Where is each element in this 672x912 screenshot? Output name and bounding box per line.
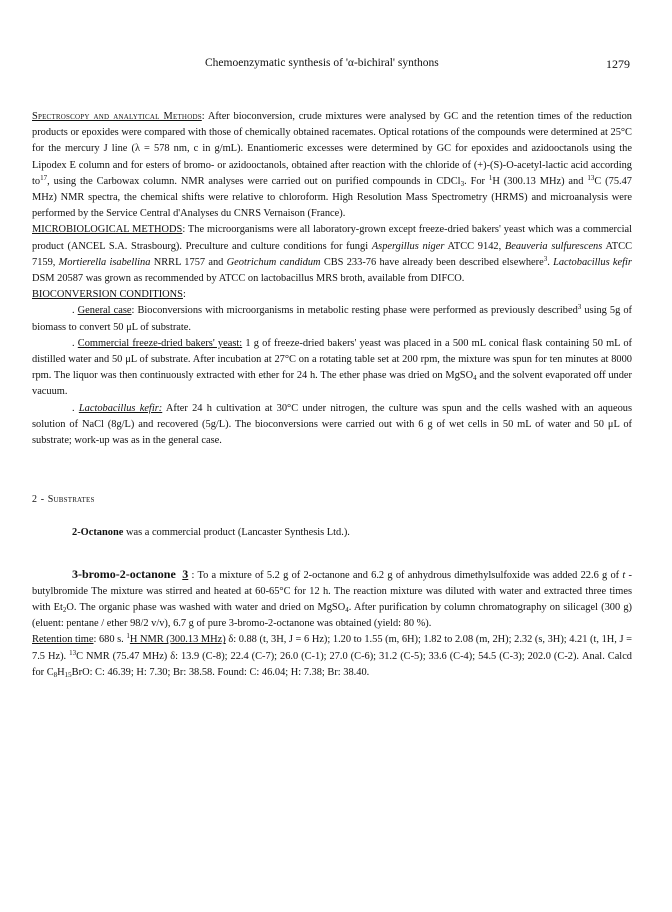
running-header — [0, 57, 672, 73]
general-case-label: General case — [77, 305, 132, 317]
characterization-paragraph: Retention time: 680 s. $^1$H NMR (300.13 MHz) δ: 0.88 (t, 3H, J = 6 Hz); 1.20 to 1.55 (m, 6H); 1.82 to 2.08 (m, 2H); 2.32 (s, 3H); 4.21 (t, 1H, J = 7.5 Hz). $^{13}$C NMR (75.47 MHz) δ: 13.9 (C-8); 22.4 (C-7); 26.0 (C-1); 27.0 (C-6); 31.2 (C-5); 33.6 (C-4); 54.5 (C-3); 202.0 (C-2). Anal. Calcd for $C_8H_{15}BrO$: C: 46.39; H: 7.30; Br: 38.58. Found: C: 46.04; H: 7.38; Br: 38.40. — [32, 632, 632, 679]
organism-name: Geotrichum candidum — [226, 256, 321, 268]
organism-name: Lactobacillus kefir — [553, 256, 632, 268]
microbiological-paragraph: MICROBIOLOGICAL METHODS: The microorganisms were all laboratory-grown except freeze-dried bakers' yeast which was a commercial product (ANCEL S.A. Strasbourg). Preculture and culture conditions for fungi Aspergillus niger ATCC 9142, Beauveria sulfurescens ATCC 7159, Mortierella isabellina NRRL 1757 and Geotrichum candidum CBS 233-76 have already been described elsewhere$^3$. Lactobacillus kefir DSM 20587 was grown as recommended by ATCC on lactobacillus MRS broth, available from DIFCO. — [32, 224, 633, 285]
compound-name: 2-Octanone — [72, 527, 124, 539]
reference-17: 17 — [40, 173, 48, 182]
reference-3: 3 — [543, 254, 548, 263]
octanone-paragraph: 2-Octanone was a commercial product (Lancaster Synthesis Ltd.). — [72, 527, 350, 539]
article-body — [32, 109, 632, 681]
bioconversion-heading: BIOCONVERSION CONDITIONS — [32, 289, 183, 301]
page-number: 1279 — [606, 57, 630, 71]
organism-name: Mortierella isabellina — [58, 256, 151, 268]
bromo-octanone-paragraph: 3-bromo-2-octanone 3 : To a mixture of 5.2 g of 2-octanone and 6.2 g of anhydrous dimethylsulfoxide was added 22.6 g of t -butylbromide The mixture was stirred and heated at 60-65°C for 12 h. The reaction mixture was diluted with water and extracted three times with $Et_2O$. The organic phase was washed with water and dried on MgSO$_4$. After purification by column chromatography on silicagel (300 g) (eluent: pentane / ether 98/2 v/v), 6.7 g of pure 3-bromo-2-octanone was obtained (yield: 80 %). — [32, 566, 632, 630]
spectroscopy-paragraph: Spectroscopy and analytical Methods: After bioconversion, crude mixtures were analysed by GC and the retention times of the reduction products or epoxides were compared with those of chemically obtained racemates. Optical rotations of the compounds were determined at 25°C for the mercury J line (λ = 578 nm, c in g/mL). Enantiomeric excesses were determined by GC for epoxides and azidooctanols using the Lipodex E column and for esters of bromo- or azidooctanols, obtained after reaction with the chloride of (+)-(S)-O-acetyl-lactic acid according $to^{17}$, using the Carbowax column. NMR analyses were carried out on purified compounds in CDCl$_3$. For $^1$H (300.13 MHz) and $^{13}$C (75.47 MHz) NMR spectra, the chemical shifts were relative to chloroform. High Resolution Mass Spectrometry (HRMS) and microanalysis were performed by the Service Central d'Analyses du CNRS Vernaison (France). — [32, 111, 633, 220]
spectroscopy-heading: Spectroscopy and analytical Methods — [32, 111, 202, 122]
section-title: Substrates — [47, 494, 95, 506]
bakers-yeast-paragraph: . Commercial freeze-dried bakers' yeast: 1 g of freeze-dried bakers' yeast was placed in a 500 mL conical flask containing 50 mL of distilled water and 50 μL of substrate. After incubation at 27°C on a rotating table set at 200 rpm, the mixture was spun for ten minutes at 8000 rpm. The liquor was then continuously extracted with ether for 24 h. The ether phase was dried on MgSO$_4$ and the solvent evaporated off under vacuum. — [32, 337, 632, 398]
microbiological-heading: MICROBIOLOGICAL METHODS — [32, 224, 183, 236]
hnmr-label: H NMR (300.13 MHz) — [129, 634, 226, 646]
lactobacillus-paragraph: . Lactobacillus kefir: After 24 h cultivation at 30°C under nitrogen, the culture was spun and the cells washed with an aqueous solution of NaCl (8g/L) and recovered (5g/L). The bioconversions were carried out with 6 g of wet cells in 50 mL of water and 50 μL of substrate; work-up was as in the general case. — [32, 402, 633, 447]
general-case-paragraph: . General case: Bioconversions with microorganisms in metabolic resting phase were performed as previously described$^3$ using 5g of biomass to convert 50 μL of substrate. — [32, 303, 633, 333]
compound-name: 3-bromo-2-octanone — [72, 566, 176, 581]
organism-name: Beauveria sulfurescens — [504, 240, 603, 252]
retention-time-label: Retention time — [32, 634, 94, 646]
section-heading: 2 - Substrates — [32, 494, 95, 506]
running-title: Chemoenzymatic synthesis of 'α-bichiral' synthons — [205, 57, 439, 69]
organism-name: Aspergillus niger — [371, 240, 445, 252]
lactobacillus-label: Lactobacillus kefir: — [78, 402, 163, 414]
bakers-yeast-label: Commercial freeze-dried bakers' yeast: — [77, 337, 243, 349]
bioconversion-heading-line: BIOCONVERSION CONDITIONS: — [32, 289, 186, 301]
compound-number: 3 — [182, 566, 189, 581]
